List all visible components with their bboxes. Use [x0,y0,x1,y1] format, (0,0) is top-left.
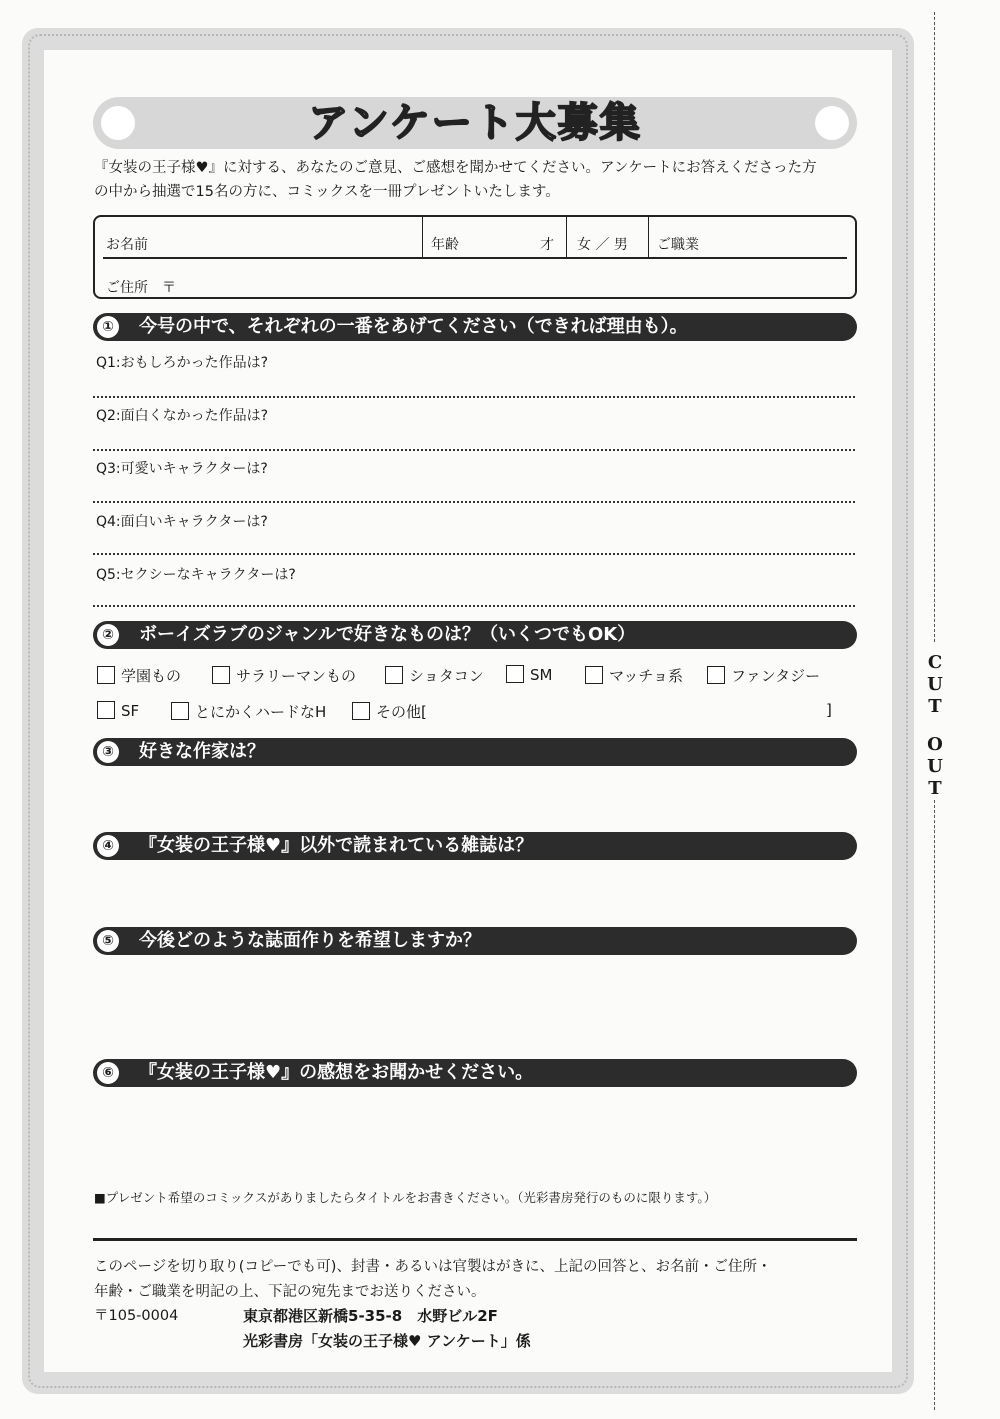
genre-checkbox[interactable]: マッチョ系 [585,665,683,686]
genre-checkbox[interactable]: サラリーマンもの [212,665,356,686]
answer-line-5[interactable] [93,605,855,607]
personal-info-box [93,215,857,299]
genre-checkbox[interactable]: SM [506,665,552,684]
section-title: 『女装の王子様♥』以外で読まれている雑誌は？ [139,835,534,856]
footer-line-1: このページを切り取り(コピーでも可)、封書・あるいは官製はがきに、上記の回答と、お名前・ご住所・ [94,1259,772,1275]
job-field[interactable]: ご職業 [657,237,699,253]
checkbox-icon[interactable] [585,666,603,684]
checkbox-icon[interactable] [506,665,524,683]
genre-checkbox[interactable]: ショタコン [385,665,484,686]
info-col-divider [648,217,649,259]
section-header-3 [93,738,857,766]
info-col-divider [566,217,567,259]
section-number: ③ [97,741,119,763]
postal-code: 〒105-0004 [94,1308,179,1324]
age-unit: 才 [540,237,554,253]
address-field[interactable]: ご住所 〒 [106,280,176,296]
info-col-divider [422,217,423,259]
section-title: 『女装の王子様♥』の感想をお聞かせください。 [139,1062,534,1083]
question-4: Q4:面白いキャラクターは? [96,514,268,530]
checkbox-icon[interactable] [352,702,370,720]
genre-checkbox[interactable]: とにかくハードなH [171,701,326,722]
intro-text [94,156,864,204]
question-2: Q2:面白くなかった作品は? [96,408,269,424]
name-field[interactable]: お名前 [106,237,148,253]
genre-checkbox[interactable]: 学園もの [97,665,181,686]
answer-line-2[interactable] [93,449,855,451]
page-title: アンケート大募集 [308,100,642,146]
title-banner [93,97,857,149]
intro-line-1: 『女装の王子様♥』に対する、あなたのご意見、ご感想を聞かせてください。アンケートにお答えくださった方 [94,160,817,176]
section-number: ⑤ [97,930,119,952]
section-title: 今号の中で、それぞれの一番をあげてください（できれば理由も）。 [139,316,688,337]
section-header-1 [93,313,857,341]
genre-checkbox-other[interactable]: その他[ [352,701,427,722]
info-divider [103,257,847,259]
section-title: ボーイズラブのジャンルで好きなものは？（いくつでもOK） [139,624,636,645]
answer-line-4[interactable] [93,553,855,555]
checkbox-icon[interactable] [171,702,189,720]
footer-rule [93,1238,857,1241]
section-header-6 [93,1059,857,1087]
checkbox-icon[interactable] [97,666,115,684]
section-header-5 [93,927,857,955]
cut-label: CUT [927,652,943,717]
out-label: OUT [927,734,943,799]
genre-checkbox[interactable]: ファンタジー [707,665,820,686]
genre-checkbox[interactable]: SF [97,701,139,720]
question-3: Q3:可愛いキャラクターは? [96,461,268,477]
question-5: Q5:セクシーなキャラクターは? [96,567,296,583]
section-number: ④ [97,835,119,857]
checkbox-icon[interactable] [97,701,115,719]
present-note: ■プレゼント希望のコミックスがありましたらタイトルをお書きください。（光彩書房発行のものに限ります。） [94,1190,717,1205]
sex-field[interactable]: 女 ／ 男 [577,237,628,253]
section-number: ② [97,624,119,646]
section-title: 今後どのような誌面作りを希望しますか？ [139,930,481,951]
mailing-recipient: 光彩書房「女装の王子様♥ アンケート」係 [243,1332,531,1350]
section-header-2 [93,621,857,649]
footer-line-2: 年齢・ご職業を明記の上、下記の宛先までお送りください。 [94,1284,486,1300]
age-field[interactable]: 年齢 [431,237,459,253]
section-number: ① [97,316,119,338]
cut-line-upper [934,12,935,642]
answer-line-1[interactable] [93,396,855,398]
section-header-4 [93,832,857,860]
other-bracket-close: ] [826,701,832,719]
answer-line-3[interactable] [93,501,855,503]
mailing-address: 東京都港区新橋5-35-8 水野ビル2F [243,1307,498,1325]
checkbox-icon[interactable] [212,666,230,684]
checkbox-icon[interactable] [707,666,725,684]
intro-line-2: の中から抽選で15名の方に、コミックスを一冊プレゼントいたします。 [94,184,560,200]
section-number: ⑥ [97,1062,119,1084]
question-1: Q1:おもしろかった作品は? [96,355,269,371]
section-title: 好きな作家は？ [139,741,265,762]
checkbox-icon[interactable] [385,666,403,684]
cut-line-lower [934,800,935,1410]
